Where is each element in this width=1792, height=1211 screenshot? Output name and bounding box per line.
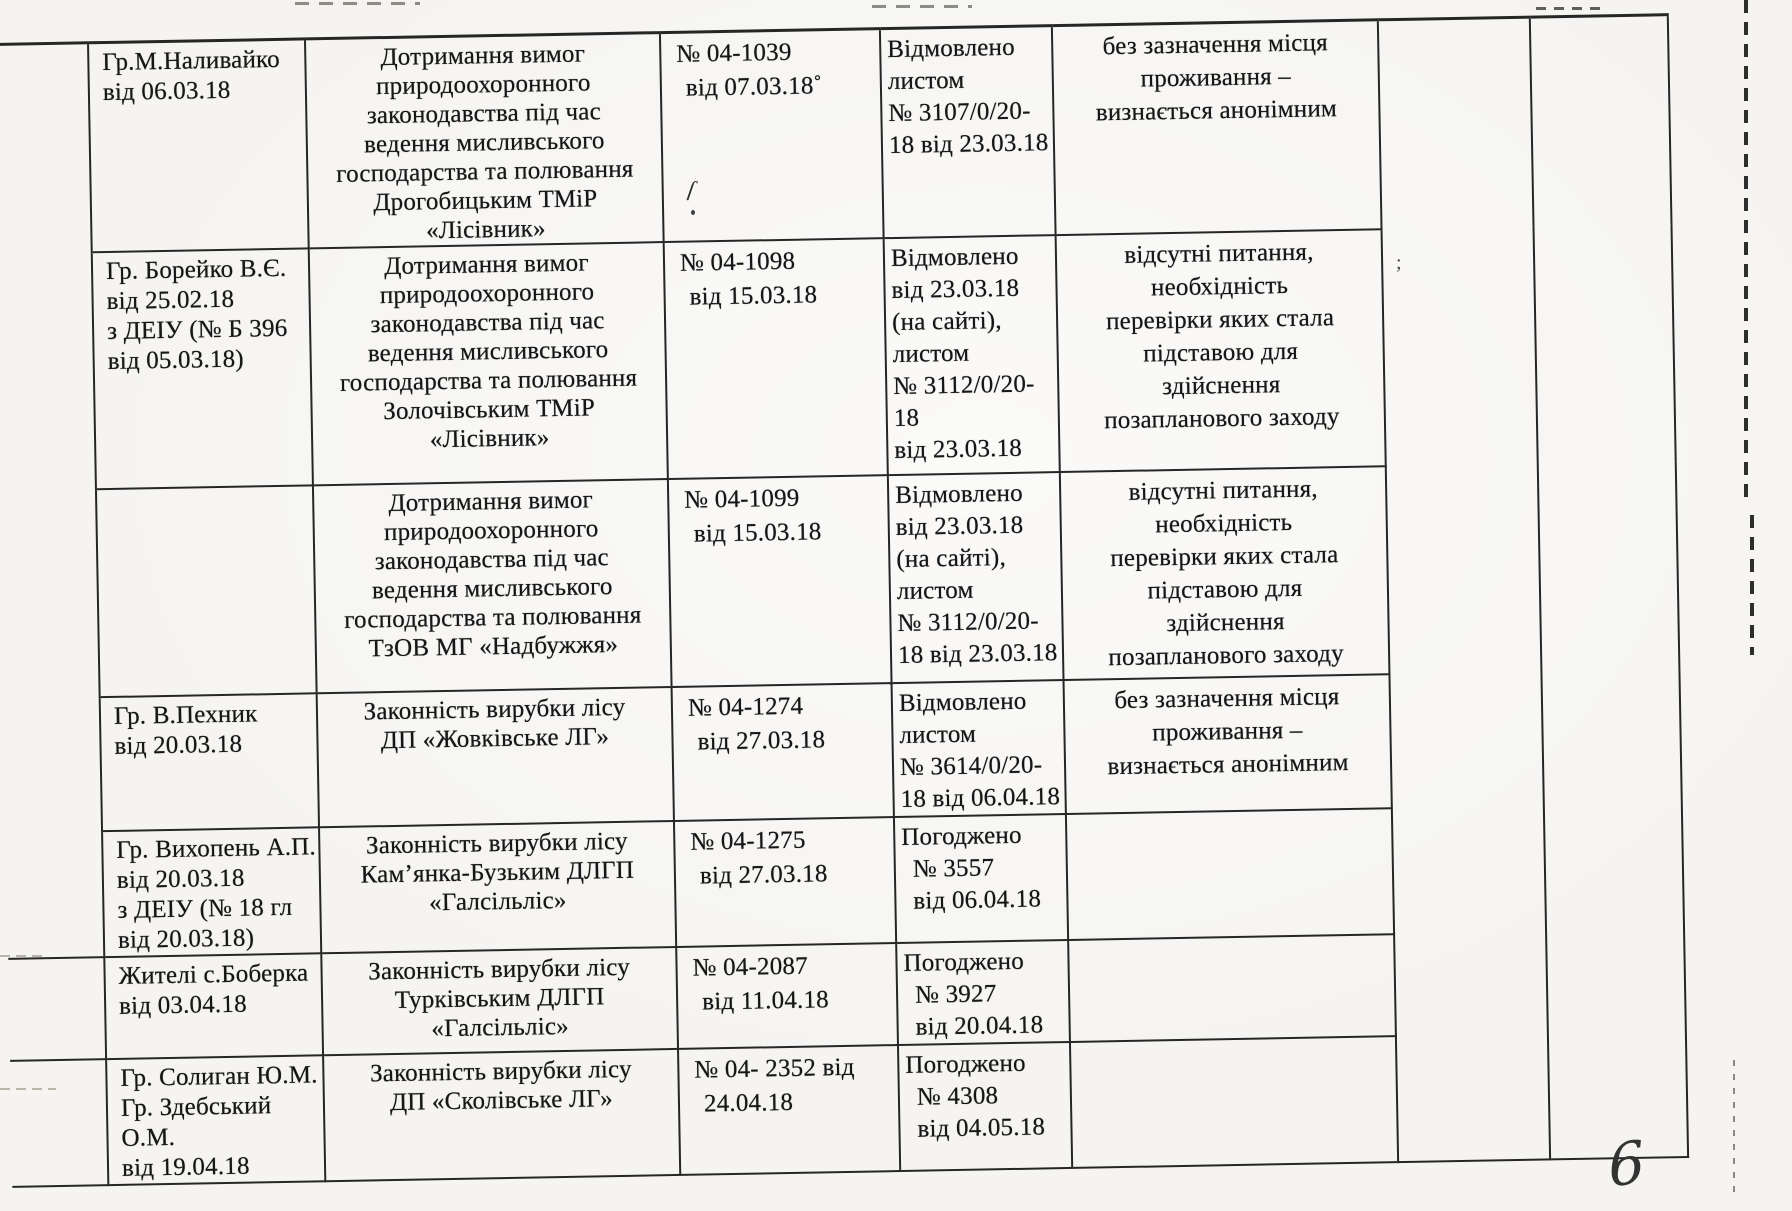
- cell-line: листом: [887, 66, 965, 96]
- cell-line: «Лісівник»: [429, 424, 550, 454]
- cell-line: Гр. В.Пехник: [113, 700, 258, 730]
- cell-applicant: [96, 485, 317, 697]
- cell-line: підставою для: [1143, 337, 1299, 368]
- cell-line: з ДЕІУ (№ Б 396: [106, 314, 288, 345]
- cell-line: № 3927: [914, 980, 997, 1009]
- cell-line: ДП «Сколівське ЛГ»: [389, 1085, 614, 1117]
- cell-line: ведення мисливського: [367, 336, 609, 368]
- cell-subject: [323, 1049, 680, 1181]
- cell-line: господарства та полювання: [339, 364, 638, 397]
- cell-line: Законність вирубки лісу: [363, 693, 626, 726]
- cell-line: 24.04.18: [703, 1088, 794, 1118]
- cell-line: природоохоронного: [379, 278, 595, 310]
- cell-line: від 23.03.18: [894, 434, 1023, 464]
- cell-line: № 04-1274: [687, 692, 804, 722]
- cell-line: Відмовлено: [890, 242, 1019, 273]
- cell-subject: [319, 821, 676, 953]
- cell-line: Законність вирубки лісу: [369, 1055, 632, 1088]
- scan-artifact-right-edge-1: [1744, 0, 1748, 500]
- cell-line: законодавства під час: [370, 307, 605, 339]
- cell-line: № 3557: [912, 854, 995, 883]
- cell-order: [676, 943, 898, 1049]
- cell-line: необхідність: [1150, 271, 1289, 302]
- cell-line: ДП «Жовківське ЛГ»: [380, 723, 610, 755]
- cell-line: № 3112/0/20-: [897, 607, 1039, 637]
- cell-line: позапланового заходу: [1108, 640, 1345, 672]
- cell-line: від 04.05.18: [917, 1113, 1046, 1143]
- cell-line: без зазначення місця: [1102, 29, 1329, 61]
- cell-line: визнається анонімним: [1095, 95, 1338, 127]
- cell-line: Погоджено: [905, 1049, 1026, 1079]
- cell-line: визнається анонімним: [1107, 748, 1349, 781]
- cell-line: «Галсільліс»: [431, 1012, 570, 1043]
- complaints-table: [0, 13, 1689, 1188]
- cell-line: листом: [899, 720, 977, 749]
- cell-line: № 3112/0/20-: [893, 370, 1035, 401]
- cell-note: [1070, 1036, 1398, 1168]
- cell-line: Гр.М.Наливайко: [102, 45, 281, 77]
- cell-line: природоохоронного: [375, 69, 591, 101]
- cell-line: № 04-1099: [684, 484, 800, 514]
- cell-line: Гр. Борейко В.Є.: [105, 254, 287, 286]
- cell-line: здійснення: [1161, 371, 1281, 401]
- cell-line: проживання –: [1152, 716, 1303, 747]
- cell-line: № 04-1275: [690, 826, 806, 856]
- cell-line: позапланового заходу: [1103, 403, 1340, 435]
- cell-order: [664, 238, 888, 479]
- cell-line: «Лісівник»: [425, 215, 546, 245]
- scan-artifact-right-edge-3: [1733, 1060, 1735, 1200]
- cell-line: № 4308: [916, 1082, 999, 1111]
- cell-line: (на сайті),: [891, 307, 1002, 337]
- scan-artifact-top-dash-3: [1536, 7, 1608, 10]
- cell-line: «Галсільліс»: [428, 886, 567, 917]
- cell-line: від 03.04.18: [118, 990, 248, 1020]
- cell-applicant: [88, 39, 309, 252]
- cell-line: від 11.04.18: [701, 986, 830, 1016]
- cell-line: від 20.03.18: [116, 864, 245, 894]
- cell-line: від 19.04.18: [121, 1152, 250, 1182]
- cell-line: (на сайті),: [896, 544, 1007, 573]
- cell-line: від 23.03.18: [895, 511, 1024, 541]
- cell-line: Гр. Здебський: [120, 1092, 272, 1122]
- cell-line: 18: [893, 404, 920, 433]
- cell-line: № 3107/0/20-: [888, 97, 1031, 128]
- cell-line: необхідність: [1154, 508, 1293, 539]
- cell-line: ТзОВ МГ «Надбужжя»: [368, 630, 619, 663]
- cell-line: природоохоронного: [383, 515, 599, 547]
- cell-line: Жителі с.Боберка: [118, 959, 309, 990]
- cell-line: Дрогобицьким ТМіР: [373, 185, 598, 217]
- cell-line: перевірки яких стала: [1110, 541, 1339, 573]
- cell-empty-b: [1530, 15, 1688, 1160]
- cell-line: Кам’янка-Бузьким ДЛГП: [360, 856, 635, 889]
- cell-result: [880, 26, 1056, 239]
- cell-line: ведення мисливського: [371, 573, 613, 605]
- cell-note: [1052, 20, 1382, 235]
- table-row: [0, 15, 1671, 254]
- scan-artifact-top-dash-1: [295, 2, 420, 5]
- cell-line: Законність вирубки лісу: [368, 953, 631, 986]
- cell-order: [668, 475, 892, 687]
- cell-note: [1064, 674, 1392, 814]
- cell-margin: [6, 831, 104, 959]
- cell-line: від 20.03.18: [114, 730, 243, 760]
- cell-line: проживання –: [1140, 62, 1292, 93]
- cell-result: [894, 814, 1068, 943]
- cell-line: Відмовлено: [887, 33, 1016, 64]
- cell-line: Законність вирубки лісу: [365, 827, 628, 860]
- cell-line: перевірки яких стала: [1105, 304, 1335, 336]
- cell-line: Дотримання вимог: [388, 486, 594, 518]
- cell-order: [660, 29, 884, 242]
- handwritten-page-number: 6: [1605, 1127, 1648, 1201]
- cell-line: від 27.03.18: [699, 860, 828, 890]
- cell-line: здійснення: [1166, 608, 1285, 638]
- cell-line: без зазначення місця: [1114, 683, 1340, 715]
- cell-line: № 3614/0/20-: [899, 751, 1043, 781]
- cell-result: [892, 680, 1066, 817]
- complaints-table-body: [0, 15, 1688, 1187]
- cell-line: № 04-2087: [692, 952, 809, 982]
- cell-empty-a: [1378, 17, 1550, 1162]
- cell-result: [896, 940, 1070, 1045]
- cell-note: [1056, 229, 1386, 472]
- cell-line: від 15.03.18: [689, 281, 818, 311]
- cell-line: 18 від 23.03.18: [888, 129, 1049, 160]
- cell-order: [678, 1045, 900, 1175]
- cell-line: Відмовлено: [894, 479, 1024, 509]
- cell-applicant: [100, 693, 319, 831]
- cell-line: з ДЕІУ (№ 18 гл: [117, 893, 293, 924]
- cell-line: законодавства під час: [366, 98, 602, 130]
- cell-line: Турківським ДЛГП: [394, 983, 605, 1014]
- cell-line: від 20.04.18: [915, 1011, 1044, 1041]
- cell-line: Дотримання вимог: [384, 249, 590, 281]
- cell-note: [1060, 466, 1390, 680]
- cell-applicant: [92, 248, 313, 489]
- cell-applicant: [102, 827, 321, 957]
- cell-line: 18 від 23.03.18: [897, 639, 1058, 669]
- ink-mark: ſ: [686, 175, 697, 202]
- cell-line: від 06.04.18: [913, 885, 1042, 915]
- cell-line: Погоджено: [903, 947, 1025, 977]
- cell-result: [888, 472, 1064, 683]
- cell-margin: [0, 252, 96, 491]
- cell-line: від 06.03.18: [102, 76, 231, 107]
- cell-line: № 04-1098: [679, 247, 796, 277]
- cell-line: від 20.03.18): [117, 924, 255, 954]
- cell-subject: [309, 242, 668, 485]
- cell-line: відсутні питання,: [1124, 238, 1314, 269]
- table-tilt-wrapper: [0, 13, 1689, 1188]
- cell-margin: [8, 957, 106, 1061]
- cell-line: господарства та полювання: [343, 601, 642, 634]
- cell-note: [1066, 808, 1394, 940]
- cell-subject: [317, 687, 674, 827]
- cell-margin: [0, 489, 100, 699]
- cell-line: № 04- 2352 від: [694, 1053, 855, 1084]
- cell-subject: [321, 947, 678, 1055]
- cell-line: Дотримання вимог: [380, 40, 586, 72]
- cell-line: Гр. Вихопень А.П.: [116, 833, 317, 864]
- cell-line: відсутні питання,: [1128, 475, 1318, 506]
- cell-margin: [0, 43, 92, 254]
- cell-line: від 07.03.18˚: [685, 72, 823, 102]
- cell-line: 18 від 06.04.18: [900, 783, 1061, 813]
- cell-line: від 27.03.18: [697, 726, 826, 756]
- cell-line: від 05.03.18): [107, 345, 245, 375]
- cell-subject: [305, 33, 664, 249]
- cell-margin: [10, 1059, 108, 1187]
- cell-line: листом: [892, 339, 970, 369]
- cell-line: від 15.03.18: [693, 518, 822, 548]
- cell-line: О.М.: [121, 1123, 176, 1152]
- cell-note: [1068, 934, 1396, 1042]
- cell-line: підставою для: [1147, 574, 1303, 605]
- cell-line: Погоджено: [901, 821, 1022, 851]
- cell-line: № 04-1039: [676, 38, 792, 68]
- cell-order: [674, 817, 896, 947]
- cell-line: Відмовлено: [898, 687, 1027, 717]
- scan-artifact-right-edge-2: [1750, 515, 1754, 655]
- cell-subject: [313, 479, 672, 693]
- cell-applicant: [106, 1055, 325, 1185]
- ink-speck: ;: [1396, 252, 1402, 274]
- cell-line: Золочівським ТМіР: [383, 394, 596, 426]
- scan-artifact-top-dash-2: [872, 5, 972, 8]
- cell-line: від 23.03.18: [891, 274, 1020, 305]
- cell-result: [898, 1042, 1072, 1171]
- cell-line: від 25.02.18: [106, 285, 235, 315]
- cell-applicant: [104, 953, 323, 1059]
- cell-order: [672, 683, 894, 821]
- cell-line: Гр. Солиган Ю.М.: [120, 1061, 318, 1092]
- cell-line: законодавства під час: [374, 544, 610, 576]
- cell-line: листом: [896, 576, 974, 605]
- cell-result: [884, 235, 1060, 475]
- cell-line: ведення мисливського: [363, 127, 605, 159]
- cell-margin: [4, 697, 102, 833]
- cell-line: господарства та полювання: [336, 155, 634, 188]
